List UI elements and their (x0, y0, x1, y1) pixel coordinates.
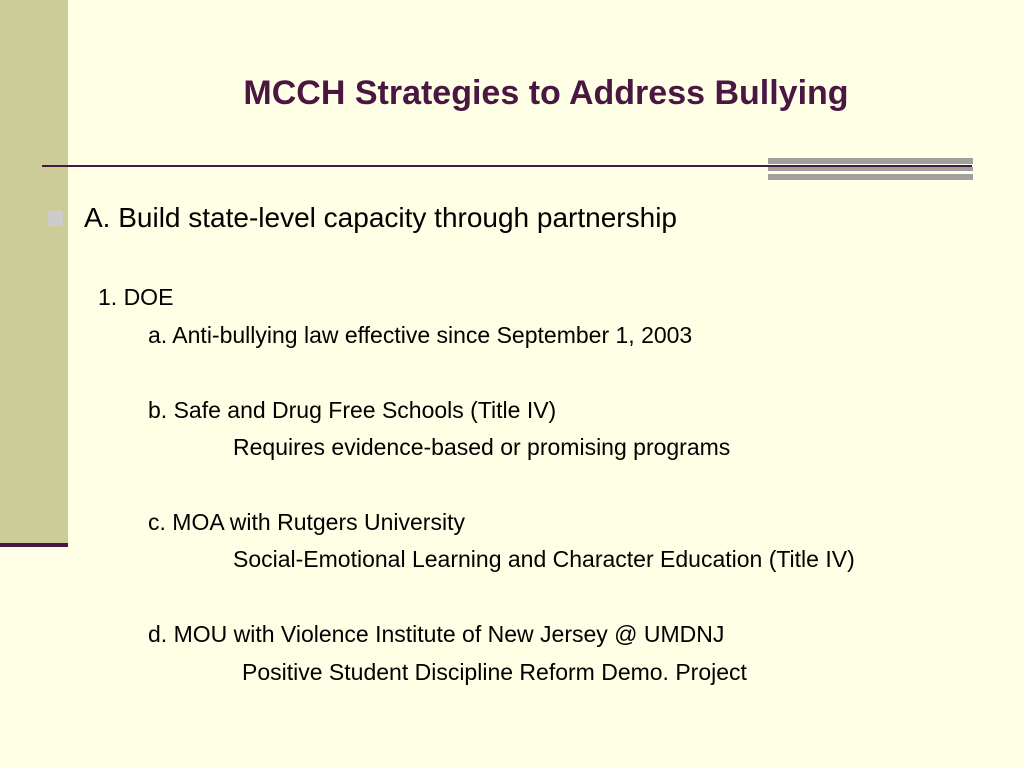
list-item-doe: 1. DOE (98, 284, 174, 310)
list-item-d: d. MOU with Violence Institute of New Jersey @ UMDNJ (148, 621, 725, 647)
heading-bullet-text: A. Build state-level capacity through partnership (84, 202, 677, 233)
list-item-c-detail: Social-Emotional Learning and Character Education (Title IV) (233, 546, 855, 572)
left-sidebar-band (0, 0, 68, 546)
title-accent-bar (768, 158, 973, 180)
list-item-c: c. MOA with Rutgers University (148, 509, 465, 535)
square-bullet-icon (48, 211, 63, 226)
slide-title: MCCH Strategies to Address Bullying (243, 74, 849, 112)
list-item-d-detail: Positive Student Discipline Reform Demo. Project (242, 659, 747, 685)
sidebar-divider (0, 543, 68, 547)
list-item-b: b. Safe and Drug Free Schools (Title IV) (148, 397, 557, 423)
list-item-a: a. Anti-bullying law effective since September 1, 2003 (148, 322, 693, 348)
list-item-b-detail: Requires evidence-based or promising programs (233, 434, 731, 460)
